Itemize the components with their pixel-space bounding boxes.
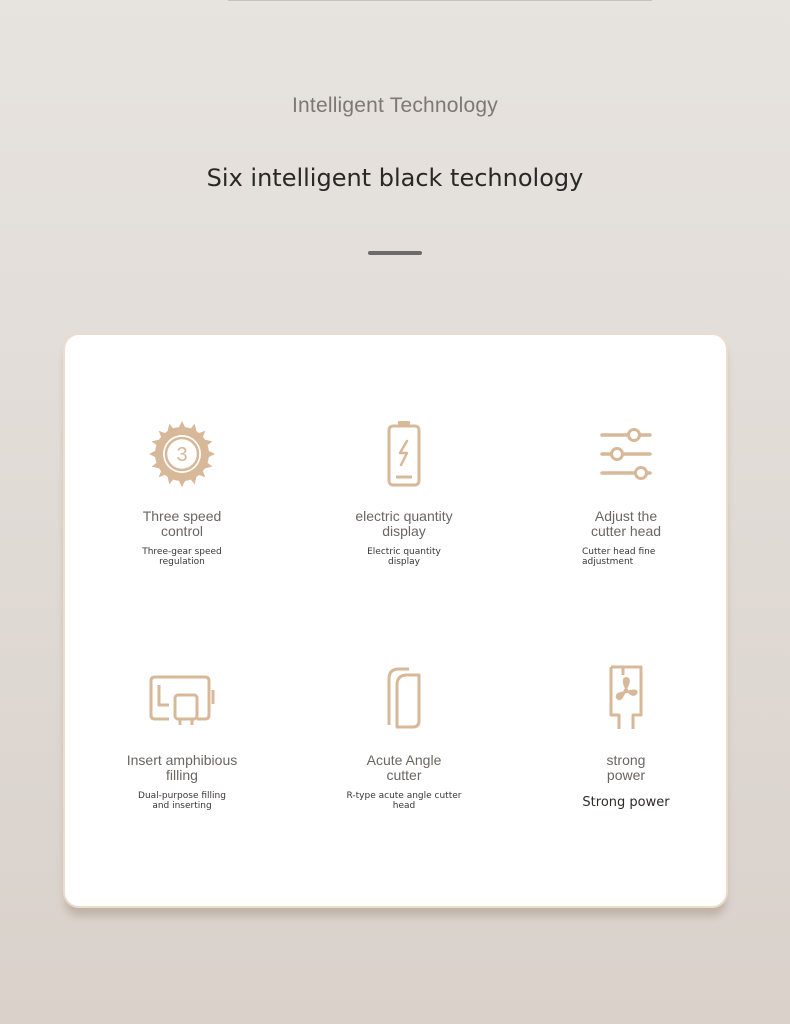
feature-name: Acute Angle cutter xyxy=(366,752,442,783)
feature-description: Strong power xyxy=(582,795,670,810)
angled-cutter-icon xyxy=(369,663,439,733)
section-eyebrow: Intelligent Technology xyxy=(292,94,498,117)
feature-battery-display xyxy=(304,419,504,567)
battery-icon xyxy=(369,419,439,489)
feature-name: Insert amphibious filling xyxy=(126,752,238,783)
feature-adjust-cutter xyxy=(526,419,726,567)
feature-name: Three speed control xyxy=(142,508,222,539)
features-card xyxy=(63,333,728,908)
feature-strong-power xyxy=(526,663,726,810)
plug-charging-icon xyxy=(147,663,217,733)
headline-divider xyxy=(368,251,422,255)
svg-text:3: 3 xyxy=(176,444,188,466)
speed-gear-3-icon xyxy=(147,419,217,489)
feature-description: Dual-purpose filling and inserting xyxy=(138,791,226,811)
feature-acute-angle-cutter xyxy=(304,663,504,811)
feature-three-speed xyxy=(82,419,282,567)
feature-name: electric quantity display xyxy=(355,508,453,539)
sliders-icon xyxy=(591,419,661,489)
fan-motor-icon xyxy=(591,663,661,733)
section-headline: Six intelligent black technology xyxy=(206,164,584,192)
feature-description: Three-gear speed regulation xyxy=(142,547,222,567)
feature-name: Adjust the cutter head xyxy=(590,508,662,539)
feature-description: Electric quantity display xyxy=(367,547,441,567)
feature-description: Cutter head fine adjustment xyxy=(582,547,656,567)
top-divider-line xyxy=(228,0,652,1)
feature-name: strong power xyxy=(606,752,646,783)
feature-description: R-type acute angle cutter head xyxy=(346,791,462,811)
feature-insert-filling xyxy=(82,663,282,811)
